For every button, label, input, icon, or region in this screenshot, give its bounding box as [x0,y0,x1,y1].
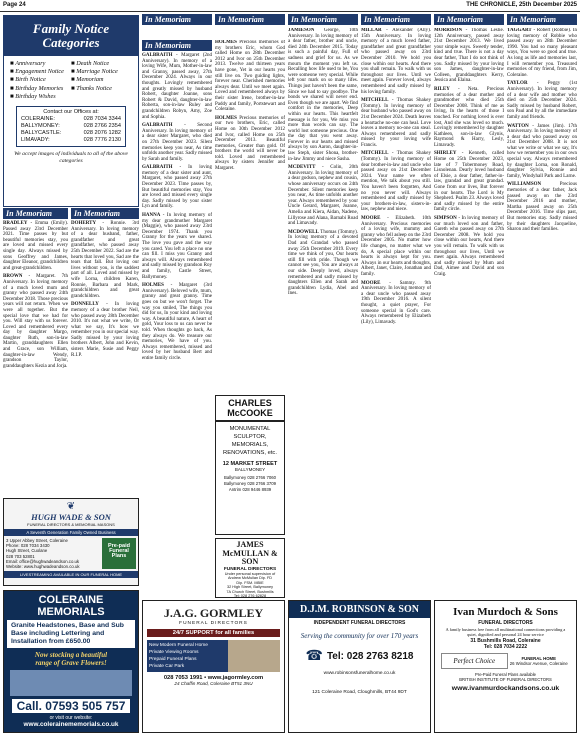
ivan-website: www.ivanmurdockandsons.co.uk [451,685,560,692]
jag-feature: Private Car Park [149,664,185,669]
section-banner: In Memoriam [3,208,68,219]
contact-heading: Contact our Offices at: [43,109,99,116]
jag-gormley-ad [142,600,285,733]
jag-feature: New Modern Funeral Home [149,643,208,648]
notice: RILEY - Neta. Precious memories of a dear mother and grandmother who died 25th December 2008. Think of me as living, In the hearts of those I touched. For nothing loved is ever lost, And she was loved so much. Lovingly remembered by daughter Kathleen, son-in-law Glynis, Raymond & Harry, Lesly, Limavady. [434,86,504,148]
mcmullan-phone: Tel: 028 276 62828 [233,594,267,598]
djm-phone: Tel: 028 2763 8218 [326,651,414,662]
hugh-wade-website: Website: www.hughwadeandson.co.uk [6,564,80,570]
notice: SIMPSON - In loving memory of our much loved son and father, Gareth who passed away on 27th December 2008. We hold you close within our hearts, And there you will remain. To walk with us throughout our lives, Until we meet again. Always remembered and sadly missed by Mum and Dad, Aimee and David and son Craig. [434,216,504,277]
djm-website: www.robinsonsfuneralhome.co.uk [323,671,396,676]
jag-support-banner: 24/7 SUPPORT for all families [147,629,280,637]
notice: MCDOWELL Thomas (Tommy). In loving memory of a devoted Dad and Grandad who passed away 25th December 2019. Every time we think of you, Our hearts still fill with pride. Though we cannot see you, You are always at our side. Deeply loved, always remembered and sadly missed by daughters Ellen and Sarah and grandchildren Lydia, Abel and Ines. [288,229,358,297]
coleraine-memorials-title: COLERAINE MEMORIALS [37,594,105,618]
hugh-wade-email: Email: office@hughwadeandson.co.uk [6,558,80,564]
categories-list [4,56,138,101]
mcmullan-line: Dip. FSM. MBIE [236,580,264,585]
column-8 [507,28,577,598]
jag-address: 24 Chaffin Road, Coleraine BT51 3NU [174,681,253,686]
ivan-prepaid: Pre-Paid Funeral Plans available [475,672,536,677]
category-item: ■ Thanks Notice [71,84,112,92]
images-note: We accept images of individuals to all of the above categories [14,151,128,164]
mcmullan-line: Andrew McMullan Dip. FD [227,576,273,581]
section-banner: In Memoriam [142,40,212,51]
office-row: BALLYMONEY: 028 2766 2354 [21,123,121,130]
publication-dateline: THE CHRONICLE, 25th December 2025 [466,2,577,8]
column-6 [361,28,431,598]
ivan-membership: BRITISH INSTITUTE OF FUNERAL DIRECTORS [459,677,552,682]
visit-text: or visit our website: [49,715,93,721]
notice: MILLAR - Alexander (Ally). 15th Anniversary. In loving memory of a much loved father, grandfather and great grandfather who passed away on 23rd December 2010. We hold you close within our hearts. And there you shall remain. To walk with us throughout our lives. Until we meet again. Forever loved, always remembered and sadly missed by his loving family. [361,28,431,95]
notice: WILLIAMSON Precious memories of a dear father, Jack passed away on the 23rd December 2016 and mother, Martha passed away on 25th December 2016. Time slips past, But memories stay. Sadly missed by their daughters Jacqueline, Sharon and their families. [507,182,577,233]
notice: WATTON - James (Jim). 17th Anniversary. In loving memory of a dear dad who passed away on 21st December 2008. It is not what we write or what we say, It's how we remember you in our own special way. Always remembered by daughter Lorna, son Ronald, daughter Sylvia, Ronnie and family, Windyhall Park and Larne. [507,123,577,179]
charles-mccooke-ad [215,395,285,535]
notice: GALBRAITH - In loving memory of a dear sister and aunt, Margaret, who passed away 27th December 2023. Time passes by, But beautiful memories stay, You are loved and missed every single day. Sadly missed by your sister Lyn and family. [142,165,212,210]
ivan-murdoch-ad [434,600,577,733]
category-item: ■ Marriage Notice [71,68,118,76]
hugh-wade-address-2: Hugh Street, Cuolane [6,548,48,554]
section-banner: In Memoriam [288,14,358,25]
notice: MORRISON - Thomas Leslie. 12th Anniversary, passed away 21st December 2013. We lived your simple ways. Sweetly tender, kind and true. There is not a day dear father, That I do not think of you. Sadly missed by your loving son James, daughter-in-law Colleen, granddaughters Kerry, Jessica and Elaina. [434,28,504,84]
notice: HANNA - In loving memory of my dear grandmother Margaret (Maggie), who passed away 23rd December 1974. Thank you Granny for the years we shared. The love you gave and the way you cared. You left a place no one can fill. I miss you Granny and always will. Always remembered and sadly missed by grandson Roy and family, Castle Street, Ballymoney. [142,213,212,280]
hugh-wade-tagline: A Seventh Generation Family Owned Business [4,529,138,536]
notice: HOLMES - Margaret (3rd Anniversary). Beloved wife, mum, granny and great granny. Time goes on but we won't forget. The way you smiled, The things you did for us, In your kind and loving way. A beautiful nature, A heart of gold, Your loss to us can never be told. When thoughts go back, As they always do. We treasure our memories, We have of you. Always remembered, missed and loved by her husband Bert and entire family circle. [142,283,212,361]
notice: HOLMES Precious memories of my brothers Eric, whom God called Home on 28th December 2012 and Ivor on 25th December 2013. Twelve and thirteen years have gone, Yet in our hearts you still live on. Two guiding lights, forever near. Cherished memories always dear. Until we meet again. Loved and remembered always by their sister Irene, brother-in-law Paddy and family, Portstewart and Coleraine. [215,40,285,113]
section-banner: In Memoriam [361,14,431,25]
column-7 [434,28,504,598]
office-row: COLERAINE: 028 7034 3344 [21,116,121,123]
category-item: ■ Death Notice [71,60,110,67]
crest-icon: ❦ [66,501,76,512]
column-2 [71,208,139,494]
service-line: SCULPTOR, [233,434,267,440]
notice: MITCHELL - Thomas Shakey (Tommy). In loving memory of dear brother-in-law and uncle who passed away on 21st December 2024. Your name we often mention, We talk about you still. You haven't been forgotten, And no you never will. Always remembered and sadly missed by your brothers-in-law, sisters-in-law, nephew and niece. [361,151,431,213]
notice: BROWN - Margaret. 7th Anniversary. In loving memory of a much loved mum and granny who passed away 24th December 2018. Those precious years will not return. When we were all together. But the special love that we had for you. Will stay with us forever. Loved and remembered every day by daughter Margo, daughter Ruth, son-in-law Martin, granddaughters Ellen and Grace, son William, daughter-in-law Wendy, grandson Taylor, granddaughters Kezia and Jorja. [3,274,68,369]
ivan-description: A family business free from all multinational connections providing a quiet, dignified and personal 24 hour service [445,627,566,637]
promo-line: Now stocking a beautiful [34,651,108,659]
family-notice-categories-box [3,15,139,207]
hugh-wade-address: 3 Upper Abbey Street, Coleraine [6,538,68,543]
offer-line: Installation from £650.00 [11,638,91,645]
category-item: ■ Anniversary [10,60,46,67]
ivan-address: 31 Bushmills Road, Coleraine [470,638,541,644]
categories-right [71,60,132,101]
coleraine-memorials-ad [3,590,139,733]
notice: TAGGART - Robert (Robbie). In loving memory of Robbie who passed away on 28th December 1990. You had so many pleasant ways, You were so good and true. As long as life and memories last, I will remember you. Treasured memories of my friend, from Jim, Coleraine. [507,28,577,78]
hugh-wade-phone-2: 028 703 52801 [6,553,35,559]
service-line: MEMORIALS, [231,442,269,448]
hugh-wade-sub: FUNERAL DIRECTORS & MEMORIAL MASONS [27,522,115,527]
notice: SHIRLEY - Kenneth, called Home on 25th December 2023, late of 7 Tobermoney Road, Lisnolenan. Dearly loved husband of Elsie, a dear father, father-in-law, grandad and great grandad. Gone from our lives, But forever in our hearts. The Lord is My Shepherd. Psalm 23. Always loved and sadly missed by the entire family circle. [434,151,504,213]
promo-line: range of Grave Flowers! [35,659,107,667]
section-banner: In Memoriam [434,14,504,25]
livestream-banner: LIVESTREAMING AVAILABLE IN OUR FUNERAL HOME [4,571,138,578]
mcmullan-line: Under personal supervision of [224,571,276,576]
service-line: MONUMENTAL [229,426,271,432]
prepaid-plans-badge: Pre-paid Funeral Plans [102,538,136,569]
section-banner: In Memoriam [71,208,139,219]
categories-left [10,60,71,101]
category-item: ■ Birth Notice [10,76,46,84]
djm-address: 121 Coleraine Road, Cloughmills, BT44 9DT [312,690,407,695]
charles-phone: Ballymoney 028 2766 3709 [223,481,277,486]
mcmullan-sub: FUNERAL DIRECTORS [223,566,277,572]
column-1 [3,208,68,494]
hugh-wade-ad [3,498,139,586]
mcmullan-line: 7A Church Street, Bushmills [226,589,274,594]
category-item: ■ Engagement Notice [10,68,64,76]
hugh-wade-phone: Phone: 028 7034 3430 [6,543,50,549]
notice: BRADLEY - Emma (Emily). Passed away 23rd December 2021. Time passes by but beautiful memories stay, you are loved and missed every single day. Always missed by sons Geoffrey and James, daughter Eleanor, grandchildren and great-grandchildren. [3,221,68,271]
djm-serving: Serving the community for over 170 years [300,632,419,640]
djm-robinson-ad [288,600,431,733]
ivan-phone: Tel: 028 7034 2222 [483,644,528,650]
notice: MOORE - Elizabeth. 10th Anniversary. Precious memories of a loving wife, mummy and granny who fell asleep on the 23rd December 2005. No matter how life changes, no matter what we do, A special place within our hearts is always kept for you. Always in our hearts and thoughts, Albert, Janet, Claire, Jonathan and family. [361,216,431,277]
jag-sub: FUNERAL DIRECTORS [179,621,248,626]
category-item: ■ Birthday Memories [10,84,64,92]
djm-name: D.J.M. ROBINSON & SON [289,601,430,618]
section-banner: In Memoriam [215,14,285,25]
page-header [0,0,580,12]
ivan-funeral-home: FUNERAL HOME [521,655,557,661]
column-5 [288,28,358,598]
jag-phone: 028 7053 1991 • www.jagormley.com [163,675,264,681]
family-notices-title: Family Notice Categories [4,16,138,56]
notice: GALBRAITH - Second Anniversary. In loving memory of a dear sister Margaret, who died on 27th December 2023. Silent memories keep you near, As time unfolds another year. Sadly missed by Sarah and family. [142,123,212,162]
column-4 [215,40,285,388]
charles-address: 12 MARKET STREET [222,461,278,467]
ivan-sub: FUNERAL DIRECTORS [478,620,533,626]
grave-flowers-photo [10,670,132,696]
djm-sub: INDEPENDENT FUNERAL DIRECTORS [313,620,406,626]
jag-name: J.A.G. GORMLEY [163,606,264,620]
service-line: RENOVATIONS, etc. [223,450,277,456]
charles-mccooke-name: CHARLES McCOOKE [227,398,273,418]
offer-line: Base including Lettering and [11,630,105,637]
notice: HOLMES Precious memories of our two brothers, Eric, called Home on 30th December 2012 and Ivor, called Home on 25th December 2013. Beautiful memories, Greater than gold. Of brothers the world will never be told. Loved and remembered always by sisters Jennifer and Margaret. [215,115,285,172]
column-3 [142,40,212,592]
section-banner: In Memoriam [142,14,212,25]
jag-feature: Private Viewing Rooms [149,650,199,655]
perfect-choice-logo: Perfect Choice [441,653,508,669]
contact-offices [16,106,126,147]
notice: JAMIESON George, 10th Anniversary. In loving memory of a dear father, brother and uncle, died 24th December 2015. Today is such a painful day, Full of sadness and grief for us. As we mourn the moment you left us. Recalling how life used to be, You were someone very special. While left your mark on so many lifes. Things just haven't been the same, Since we had to say goodbye. The bonds we shared will never end. Even though we are apart. We find comfort in the memories, Deep within our hearts. This heartfelt message is for you, We miss you more than words can say. The world lost someone precious. One the day that you went away. Forever in our hearts and missed always by son Aaron, daughter-in-law Steph, sister Shona, brother-in-law Jimmy and niece Sasha. [288,28,358,162]
coleraine-memorials-website: www.colerainememorials.co.uk [23,721,119,728]
office-row: BALLYCASTLE: 028 2076 1282 [21,130,121,137]
offer-line: Granite Headstones, Base and Sub [11,622,124,629]
ivan-name: Ivan Murdoch & Sons [453,606,558,618]
mcmullan-line: 32 High Street, Ballymoney [226,585,273,590]
charles-town: BALLYMONEY [234,467,266,472]
office-row: LIMAVADY: 028 7776 2130 [21,137,121,144]
funeral-home-photo [228,640,280,672]
charles-phone: Ballymoney 028 2766 7060 [223,475,277,480]
mcmullan-name: JAMES McMULLAN & SON [222,540,278,566]
page-number: Page 24 [3,2,26,8]
james-mcmullan-ad [215,538,285,598]
notice: GALBRAITH - Margaret (2nd Anniversary). In memory of a loving Wife, Mum, Mother-in-law and Granny, passed away, 27th December 2024. Always in our thoughts. Lovingly remembered and greatly missed by husband Robert, daughter Joanne, sons Robert & David, daughter-in-law Roberta, son-in-law Ruley and grandchildren Robyn, Amy, Zoe and Sophia. [142,53,212,120]
notice: TAYLOR - Peggy (1st Anniversary). In loving memory of a dear wife and mother who died on 25th December 2024. Sadly missed by husband Robert, son Paul and by all the immediate family and friends. [507,81,577,120]
category-item: ■ Memoriam [71,76,104,84]
charles-phone: Antrim 028 9446 8939 [228,487,272,492]
notice: MITCHELL - Thomas Shakey (Tommy). In loving memory of dear husband who passed away on 21st December 2024. Death leaves a heartache no-one can heal. Love leaves a memory no-one can steal. Always remembered and sadly missed by your loving wife Francis. [361,98,431,148]
notice: DONNELLY - In loving memory of a dear brother Neil, who passed away 28th December 2010. It's not what we write, Or what we say, It's how we remember you in our special way. Sadly missed by your loving brothers Albert, John and Kevin, sisters Marie, Susie and Peggy R.I.P. [71,302,139,358]
category-item: ■ Birthday Wishes [10,92,56,100]
phone-icon: ☎ [305,649,323,664]
hugh-wade-name: HUGH WADE & SON [31,512,111,522]
section-banner: In Memoriam [507,14,577,25]
jag-feature: Prepaid Funeral Plans [149,657,197,662]
ivan-home-address: 26 Windsor Avenue, Coleraine [509,661,568,666]
notice: MCDEVITT - Colin, 20th Anniversary. In loving memory of a dear godson, nephew and cousin, whose anniversary occurs on 24th December. Silent memories keep you near, As time unfolds another year. Always remembered by your Uncle Gerard, Margaret, Joanne, Amelia and Kiera, Aidan, Nadene, Lillyrose and Alana, Barnabi Road and Limavady. [288,165,358,227]
call-number: Call. 07593 505 757 [12,699,130,713]
notice: MOORE - Sammy. 9th Anniversary. In loving memory of a dear uncle who passed away 19th December 2016. A silent thought, a quiet prayer, For someone special in God's care. Always remembered by Elizabeth (Lily), Limavady. [361,280,431,325]
notice: DOHERTY - Ronnie. 3rd Anniversary. In loving memory of a dear husband, father, grandfather and great grandfather, who passed away 25th December 2022. Sad are the hearts that loved you, Sad are the tears that fall. But loving our lives without you, is the saddest part of all. Loved and missed by wife Lorna, children Karen, Ronnie, Barbara and Mark, grandchildren and great grandchildren. [71,221,139,299]
